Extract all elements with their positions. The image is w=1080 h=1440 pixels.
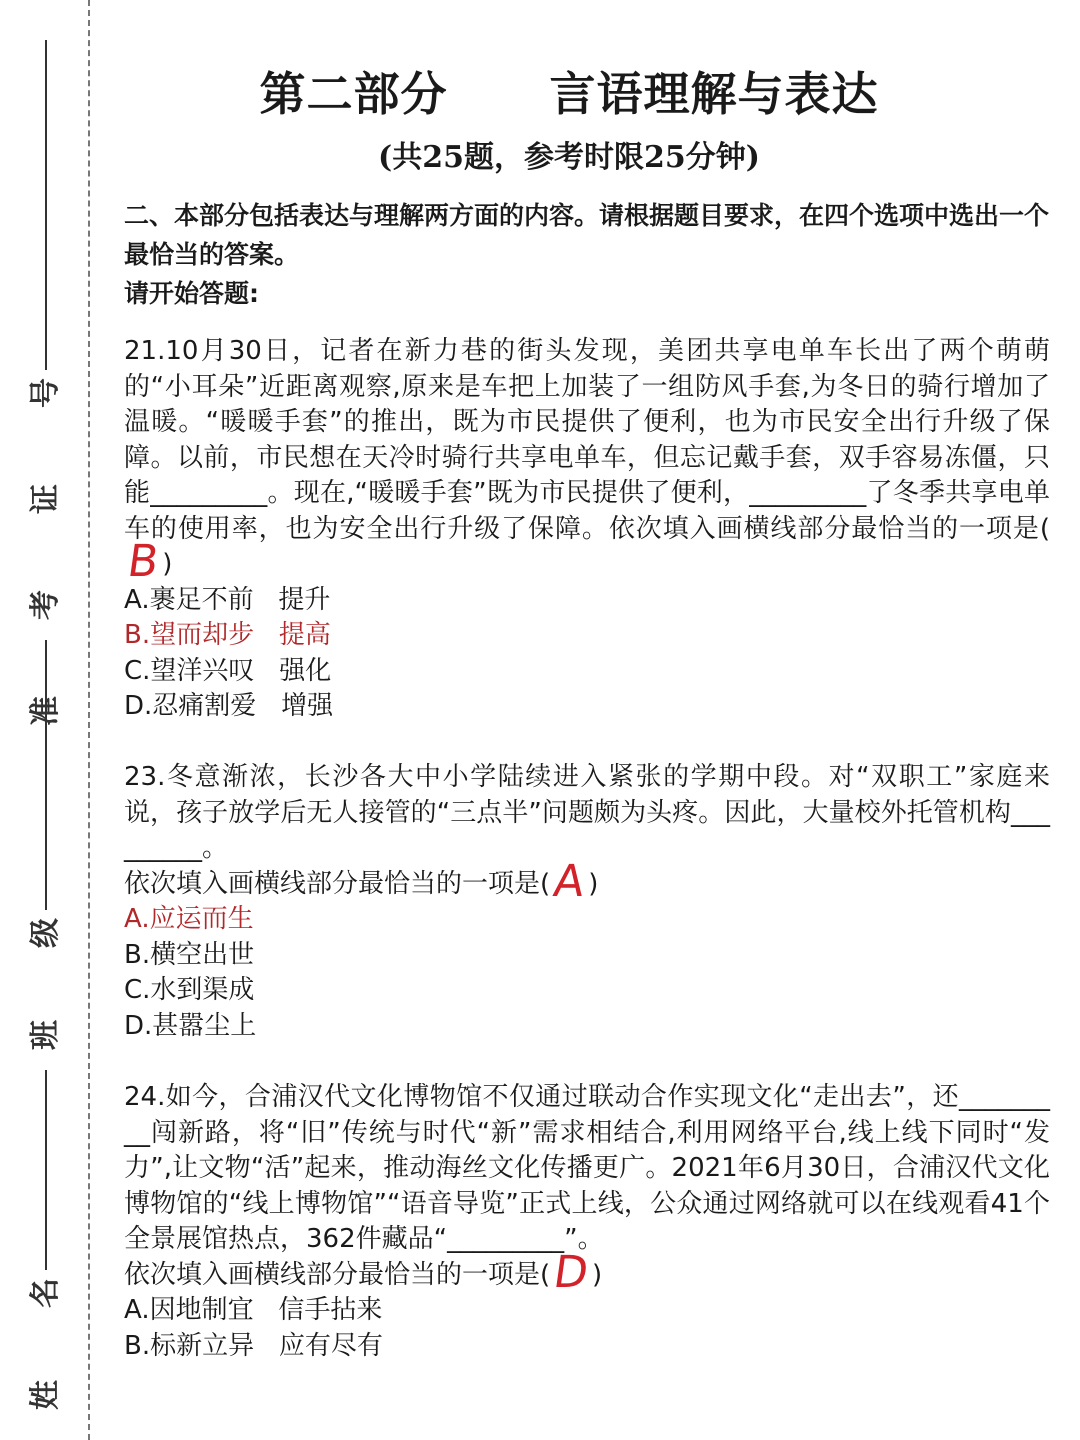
section-instructions	[124, 196, 1050, 313]
option-b-correct: B.望而却步 提高	[124, 620, 331, 650]
class-label-1: 班	[28, 1020, 63, 1050]
question-prompt	[124, 855, 1050, 907]
exam-id-label-1: 准	[28, 696, 63, 726]
name-field	[26, 1070, 66, 1418]
exam-id-underline	[45, 40, 47, 370]
name-underline	[45, 1070, 47, 1270]
name-label-1: 姓	[28, 1380, 63, 1410]
option-d: D.忍痛割爱 增强	[124, 691, 334, 721]
name-label-2: 名	[28, 1278, 63, 1308]
binding-margin	[0, 0, 92, 1440]
exam-id-label-3: 证	[28, 484, 63, 514]
option-c: C.水到渠成	[124, 975, 255, 1005]
prompt-text: 依次填入画横线部分最恰当的一项是(	[124, 1259, 551, 1290]
option-a: A.裹足不前 提升	[124, 584, 331, 615]
question-stem: 24.如今，合浦汉代文化博物馆不仅通过联动合作实现文化“走出去”，还_________闯新路，将“旧”传统与时代“新”需求相结合,利用网络平台,线上线下同时“发力”,让文物“活”起来，推动海丝文化传播更广。2021年6月30日，合浦汉代文化博物馆的“线上博物馆”“语音导览”正式上线，公众通过网络就可以在线观看41个全景展馆热点，362件藏品“_________”。	[124, 1082, 1050, 1254]
closing-paren: )	[588, 868, 599, 899]
question-21	[124, 334, 1050, 725]
question-prompt	[124, 1246, 1050, 1298]
option-a: A.因地制宜 信手拈来	[124, 1295, 383, 1325]
closing-paren: )	[592, 1259, 603, 1290]
question-24	[124, 1080, 1050, 1364]
section-subtitle: (共25题，参考时限25分钟)	[378, 140, 760, 175]
exam-id-label-2: 考	[28, 590, 63, 620]
prompt-text: 依次填入画横线部分最恰当的一项是(	[124, 868, 551, 899]
option-c: C.望洋兴叹 强化	[124, 655, 332, 686]
closing-paren: )	[162, 549, 173, 579]
dashed-cut-line	[88, 0, 90, 1440]
handwritten-answer-mark: A	[550, 855, 588, 907]
start-prompt: 请开始答题:	[124, 279, 259, 308]
option-a-correct: A.应运而生	[124, 904, 254, 934]
handwritten-answer-mark: D	[550, 1246, 592, 1298]
question-text: 21.10月30日，记者在新力巷的街头发现，美团共享电单车长出了两个萌萌的“小耳朵”近距离观察,原来是车把上加装了一组防风手套,为冬日的骑行增加了温暖。“暖暖手套”的推出，既为市民提供了便利，也为市民安全出行升级了保障。以前，市民想在天冷时骑行共享电单车，但忘记戴手套，双手容易冻僵，只能_________。现在,“暖暖手套”既为市民提供了便利，_________了冬季共享电单车的使用率，也为安全出行升级了保障。依次填入画横线部分最恰当的一项是(	[124, 336, 1050, 544]
option-d: D.甚嚣尘上	[124, 1010, 257, 1041]
exam-id-label-4: 号	[28, 378, 63, 408]
option-b: B.标新立异 应有尽有	[124, 1330, 383, 1361]
instructions-text: 二、本部分包括表达与理解两方面的内容。请根据题目要求，在四个选项中选出一个最恰当的答案。	[124, 201, 1050, 269]
class-label-2: 级	[28, 918, 63, 948]
question-stem	[124, 334, 1050, 587]
question-stem: 23.冬意渐浓，长沙各大中小学陆续进入紧张的学期中段。对“双职工”家庭来说，孩子放学后无人接管的“三点半”问题颇为头疼。因此，大量校外托管机构_________。	[124, 762, 1050, 863]
question-23	[124, 760, 1050, 1044]
option-b: B.横空出世	[124, 939, 255, 970]
class-underline	[45, 640, 47, 910]
class-field	[26, 640, 66, 1058]
handwritten-answer-mark: B	[124, 536, 162, 587]
section-title: 第二部分 言语理解与表达	[259, 67, 879, 121]
exam-id-field	[26, 40, 66, 734]
